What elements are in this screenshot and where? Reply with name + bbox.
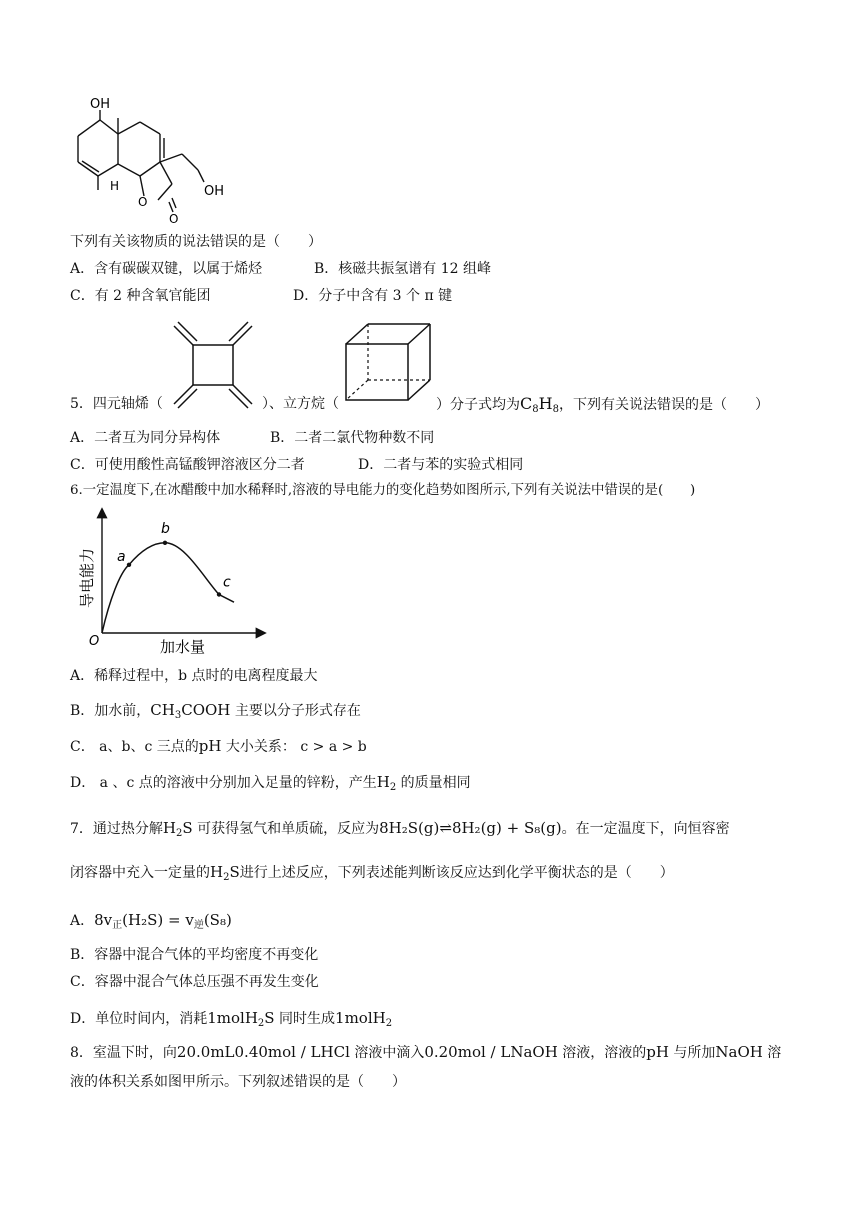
- ch3: CH: [150, 701, 175, 719]
- q6-c-post: 大小关系： c > a > b: [221, 739, 367, 755]
- q6-option-b: [70, 700, 361, 726]
- q7-l2-post: 进行上述反应，下列表述能判断该反应达到化学平衡状态的是（ ）: [239, 865, 674, 881]
- cooh: COOH: [181, 701, 231, 719]
- q8-line1: [70, 1042, 781, 1063]
- q6-stem: 6.一定温度下,在冰醋酸中加水稀释时,溶液的导电能力的变化趋势如图所示,下列有关说法中错误的是( ): [70, 483, 696, 498]
- h2s-sub: 2: [176, 828, 183, 839]
- point-label-a: a: [117, 548, 126, 565]
- q5-option-b: B．二者二氯代物种数不同: [270, 430, 435, 446]
- cubane-figure: [342, 322, 434, 402]
- q6-option-a: A．稀释过程中，b 点时的电离程度最大: [70, 668, 318, 684]
- oh-right-label: OH: [204, 184, 225, 199]
- q6-b-pre: B．加水前，: [70, 703, 151, 719]
- h2s-sub-2: 2: [223, 872, 230, 883]
- q6-d-pre: D． a 、c 点的溶液中分别加入足量的锌粉，产生: [70, 775, 377, 791]
- q8-mid2: 溶液，溶液的: [557, 1045, 647, 1061]
- q7-stem-line1: [70, 818, 730, 844]
- point-label-b: b: [161, 520, 170, 537]
- h2s-h-2: H: [210, 863, 224, 881]
- formula-h-sub: 8: [552, 404, 559, 415]
- q5-tail: [436, 394, 769, 420]
- tetramethylenecyclobutane-figure: [168, 320, 258, 410]
- origin-label: O: [89, 634, 100, 649]
- o-carbonyl-label: O: [169, 212, 179, 226]
- q7-a-r: (S₈): [203, 911, 232, 929]
- oh-top-label: OH: [90, 97, 111, 112]
- q4-option-b: B．核磁共振氢谱有 12 组峰: [314, 261, 492, 277]
- q8-line2: 液的体积关系如图甲所示。下列叙述错误的是（ ）: [70, 1074, 406, 1090]
- h2s-s: S: [182, 819, 193, 837]
- point-a: [127, 563, 131, 567]
- eq-right: 8H₂(g) + S₈(g): [451, 819, 562, 837]
- q6-d-post: 的质量相同: [396, 775, 471, 791]
- q6-c-pre: C． a、b、c 三点的: [70, 739, 199, 755]
- q8-post: 溶: [762, 1045, 782, 1061]
- formula-h: H: [538, 394, 553, 413]
- q7-stem-line2: [70, 862, 674, 888]
- q6-option-d: [70, 772, 471, 798]
- q5-option-d: D．二者与苯的实验式相同: [358, 457, 524, 473]
- q5-mid: ）、立方烷（: [262, 396, 339, 412]
- q7-d-mid: 同时生成: [274, 1011, 336, 1027]
- q4-option-d: D．分子中含有 3 个 π 键: [293, 288, 453, 304]
- point-label-c: c: [223, 574, 231, 591]
- q7-pre: 7．通过热分解: [70, 821, 163, 837]
- q8-mid: 溶液中滴入: [349, 1045, 425, 1061]
- q7-option-d: [70, 1008, 392, 1034]
- h2s-s-2: S: [229, 863, 240, 881]
- h-label: H: [110, 179, 120, 193]
- q4-option-a: A．含有碳碳双键，以属于烯烃: [70, 261, 263, 277]
- q8-naoh: NaOH: [715, 1043, 763, 1061]
- q7-post: 。在一定温度下，向恒容密: [561, 821, 730, 837]
- xlabel: 加水量: [160, 638, 206, 656]
- q7-a-l: 8v: [94, 911, 113, 929]
- q8-c: 0.20mol / LNaOH: [424, 1043, 558, 1061]
- q7-a-pre: A．: [70, 913, 95, 929]
- h2-sub: 2: [389, 782, 397, 793]
- q7-d-m2: 1molH: [335, 1009, 386, 1027]
- molecule-structure: [70, 92, 240, 227]
- q5-tail2: ，下列有关说法错误的是（ ）: [558, 397, 769, 413]
- q8-pre: 8．室温下时，向: [70, 1045, 177, 1061]
- q7-d-s2: 2: [385, 1018, 393, 1029]
- ni-sub: 逆: [193, 920, 204, 931]
- q4-option-c: C．有 2 种含氧官能团: [70, 288, 211, 304]
- q7-d-pre: D．单位时间内，消耗: [70, 1011, 208, 1027]
- q7-d-s1: 2: [257, 1018, 265, 1029]
- q5-tail1: ）分子式均为: [436, 397, 520, 413]
- ylabel: 导电能力: [78, 547, 96, 608]
- ch3-sub: 3: [174, 710, 182, 721]
- q5-option-c: C．可使用酸性高锰酸钾溶液区分二者: [70, 457, 305, 473]
- formula-c: C: [520, 394, 533, 413]
- point-c: [217, 592, 221, 596]
- q7-option-a: [70, 910, 232, 936]
- q6-b-post: 主要以分子形式存在: [230, 703, 361, 719]
- q5-option-a: A．二者互为同分异构体: [70, 430, 221, 446]
- q7-l2-pre: 闭容器中充入一定量的: [70, 865, 210, 881]
- q4-stem: 下列有关该物质的说法错误的是（ ）: [70, 234, 322, 250]
- eq-left: 8H₂S(g): [379, 819, 440, 837]
- h2s-h: H: [162, 819, 177, 837]
- point-b: [163, 541, 167, 545]
- q8-ph: pH: [646, 1043, 669, 1061]
- q7-option-c: C．容器中混合气体总压强不再发生变化: [70, 974, 319, 990]
- q7-a-mid: (H₂S) = v: [122, 911, 194, 929]
- q7-option-b: B．容器中混合气体的平均密度不再变化: [70, 947, 319, 963]
- q5-num: 5．四元轴烯（: [70, 396, 163, 412]
- o-ring-label: O: [138, 195, 148, 209]
- q7-mid: 可获得氢气和单质硫，反应为: [192, 821, 380, 837]
- conductivity-chart: [72, 500, 272, 660]
- eq-arrow: ⇌: [439, 819, 452, 837]
- q8-mid3: 与所加: [668, 1045, 716, 1061]
- h2-h: H: [376, 773, 390, 791]
- q6-option-c: [70, 736, 367, 757]
- formula-c-sub: 8: [532, 404, 539, 415]
- ph: pH: [198, 737, 222, 755]
- q8-v: 20.0mL0.40mol / LHCl: [176, 1043, 350, 1061]
- q7-d-m1: 1molH: [207, 1009, 258, 1027]
- zheng-sub: 正: [112, 920, 123, 931]
- q7-d-m1b: S: [264, 1009, 275, 1027]
